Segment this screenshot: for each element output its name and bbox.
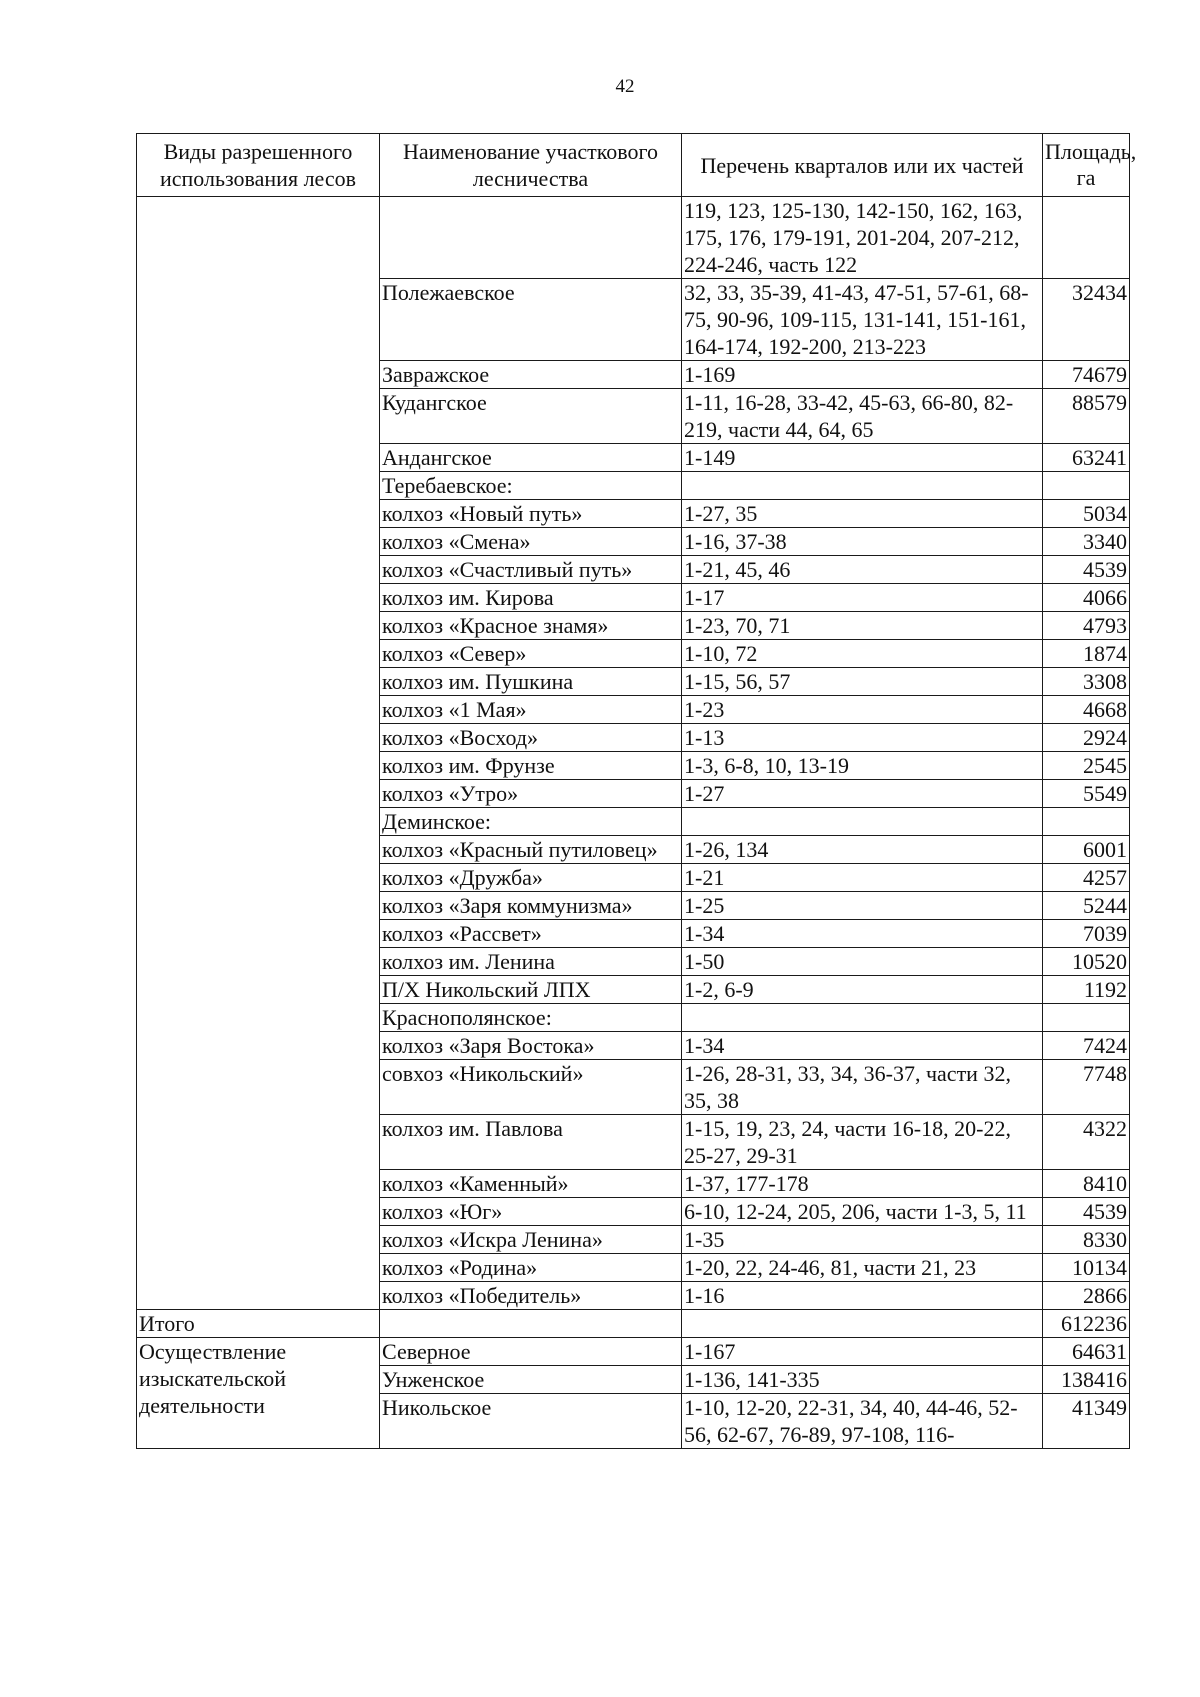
forestry-cell: колхоз «Красный путиловец» (380, 836, 682, 864)
quarters-cell: 1-16 (682, 1282, 1043, 1310)
forestry-cell: Унженское (380, 1366, 682, 1394)
area-cell: 64631 (1043, 1338, 1130, 1366)
use-type-cell (137, 197, 380, 1310)
forestry-cell: Кудангское (380, 389, 682, 444)
quarters-cell: 1-20, 22, 24-46, 81, части 21, 23 (682, 1254, 1043, 1282)
page-number: 42 (615, 76, 635, 97)
area-cell: 4668 (1043, 696, 1130, 724)
use-type-cell: Осуществление изыскательской деятельности (137, 1338, 380, 1449)
area-cell: 8410 (1043, 1170, 1130, 1198)
quarters-cell: 1-11, 16-28, 33-42, 45-63, 66-80, 82-219, части 44, 64, 65 (682, 389, 1043, 444)
forestry-cell: Андангское (380, 444, 682, 472)
forestry-cell (380, 197, 682, 279)
forestry-cell: колхоз им. Павлова (380, 1115, 682, 1170)
quarters-cell: 1-10, 72 (682, 640, 1043, 668)
forestry-cell: Полежаевское (380, 279, 682, 361)
forestry-cell: колхоз «Восход» (380, 724, 682, 752)
quarters-cell: 1-21, 45, 46 (682, 556, 1043, 584)
total-forestry-empty (380, 1310, 682, 1338)
area-cell: 4793 (1043, 612, 1130, 640)
area-cell: 5244 (1043, 892, 1130, 920)
quarters-cell: 1-27 (682, 780, 1043, 808)
area-cell: 3340 (1043, 528, 1130, 556)
quarters-cell (682, 1004, 1043, 1032)
table-body (137, 197, 1130, 1449)
forestry-cell: колхоз им. Фрунзе (380, 752, 682, 780)
forestry-cell: колхоз «Победитель» (380, 1282, 682, 1310)
header-use-type: Виды разрешенного использования лесов (137, 134, 380, 197)
area-cell: 6001 (1043, 836, 1130, 864)
total-row (137, 1310, 1130, 1338)
table-row (137, 1338, 1130, 1366)
forestry-cell: П/Х Никольский ЛПХ (380, 976, 682, 1004)
quarters-cell (682, 808, 1043, 836)
quarters-cell (682, 472, 1043, 500)
forestry-cell: Никольское (380, 1394, 682, 1449)
forestry-cell: колхоз «Дружба» (380, 864, 682, 892)
forestry-cell: колхоз «Счастливый путь» (380, 556, 682, 584)
forestry-cell: колхоз «Родина» (380, 1254, 682, 1282)
header-quarters: Перечень кварталов или их частей (682, 134, 1043, 197)
area-cell: 74679 (1043, 361, 1130, 389)
quarters-cell: 1-136, 141-335 (682, 1366, 1043, 1394)
area-cell: 88579 (1043, 389, 1130, 444)
quarters-cell: 1-26, 134 (682, 836, 1043, 864)
forestry-cell: колхоз «Заря коммунизма» (380, 892, 682, 920)
area-cell: 4322 (1043, 1115, 1130, 1170)
total-area: 612236 (1043, 1310, 1130, 1338)
forestry-cell: колхоз им. Пушкина (380, 668, 682, 696)
forestry-cell: колхоз им. Кирова (380, 584, 682, 612)
area-cell (1043, 808, 1130, 836)
quarters-cell: 32, 33, 35-39, 41-43, 47-51, 57-61, 68-75, 90-96, 109-115, 131-141, 151-161, 164-174, 192-200, 213-223 (682, 279, 1043, 361)
forestry-cell: колхоз «Утро» (380, 780, 682, 808)
forestry-cell: колхоз «Юг» (380, 1198, 682, 1226)
forestry-cell: Завражское (380, 361, 682, 389)
quarters-cell: 1-23, 70, 71 (682, 612, 1043, 640)
table-header-row (137, 134, 1130, 197)
forestry-cell: Теребаевское: (380, 472, 682, 500)
quarters-cell: 1-169 (682, 361, 1043, 389)
forestry-cell: колхоз «Рассвет» (380, 920, 682, 948)
header-forestry: Наименование участкового лесничества (380, 134, 682, 197)
forestry-cell: колхоз «Заря Востока» (380, 1032, 682, 1060)
forest-use-table (136, 133, 1137, 1449)
forestry-cell: Деминское: (380, 808, 682, 836)
quarters-cell: 1-26, 28-31, 33, 34, 36-37, части 32, 35, 38 (682, 1060, 1043, 1115)
area-cell: 41349 (1043, 1394, 1130, 1449)
forestry-cell: колхоз «Каменный» (380, 1170, 682, 1198)
area-cell (1043, 1004, 1130, 1032)
area-cell: 32434 (1043, 279, 1130, 361)
area-cell: 4539 (1043, 1198, 1130, 1226)
forestry-cell: колхоз «1 Мая» (380, 696, 682, 724)
quarters-cell: 1-149 (682, 444, 1043, 472)
area-cell: 138416 (1043, 1366, 1130, 1394)
forestry-cell: Краснополянское: (380, 1004, 682, 1032)
quarters-cell: 1-34 (682, 920, 1043, 948)
area-cell (1043, 197, 1130, 279)
area-cell: 4257 (1043, 864, 1130, 892)
quarters-cell: 1-35 (682, 1226, 1043, 1254)
area-cell: 2866 (1043, 1282, 1130, 1310)
area-cell: 7424 (1043, 1032, 1130, 1060)
total-label: Итого (137, 1310, 380, 1338)
area-cell: 5549 (1043, 780, 1130, 808)
quarters-cell: 1-167 (682, 1338, 1043, 1366)
area-cell: 7039 (1043, 920, 1130, 948)
area-cell: 3308 (1043, 668, 1130, 696)
quarters-cell: 1-10, 12-20, 22-31, 34, 40, 44-46, 52-56, 62-67, 76-89, 97-108, 116- (682, 1394, 1043, 1449)
area-cell: 2924 (1043, 724, 1130, 752)
forestry-cell: совхоз «Никольский» (380, 1060, 682, 1115)
quarters-cell: 1-21 (682, 864, 1043, 892)
forestry-cell: колхоз «Север» (380, 640, 682, 668)
quarters-cell: 1-34 (682, 1032, 1043, 1060)
quarters-cell: 1-2, 6-9 (682, 976, 1043, 1004)
total-quarters-empty (682, 1310, 1043, 1338)
area-cell: 7748 (1043, 1060, 1130, 1115)
forestry-cell: колхоз «Красное знамя» (380, 612, 682, 640)
area-cell: 5034 (1043, 500, 1130, 528)
forestry-cell: Северное (380, 1338, 682, 1366)
quarters-cell: 1-23 (682, 696, 1043, 724)
area-cell: 4539 (1043, 556, 1130, 584)
quarters-cell: 1-16, 37-38 (682, 528, 1043, 556)
area-cell: 1192 (1043, 976, 1130, 1004)
area-cell: 8330 (1043, 1226, 1130, 1254)
header-area: Площадь, га (1043, 134, 1130, 197)
table-row (137, 197, 1130, 279)
forestry-cell: колхоз «Новый путь» (380, 500, 682, 528)
quarters-cell: 1-50 (682, 948, 1043, 976)
forestry-cell: колхоз им. Ленина (380, 948, 682, 976)
quarters-cell: 119, 123, 125-130, 142-150, 162, 163, 175, 176, 179-191, 201-204, 207-212, 224-246, часть 122 (682, 197, 1043, 279)
area-cell: 10134 (1043, 1254, 1130, 1282)
quarters-cell: 6-10, 12-24, 205, 206, части 1-3, 5, 11 (682, 1198, 1043, 1226)
area-cell: 4066 (1043, 584, 1130, 612)
quarters-cell: 1-17 (682, 584, 1043, 612)
quarters-cell: 1-3, 6-8, 10, 13-19 (682, 752, 1043, 780)
forestry-cell: колхоз «Искра Ленина» (380, 1226, 682, 1254)
quarters-cell: 1-27, 35 (682, 500, 1043, 528)
area-cell: 10520 (1043, 948, 1130, 976)
quarters-cell: 1-37, 177-178 (682, 1170, 1043, 1198)
forestry-cell: колхоз «Смена» (380, 528, 682, 556)
area-cell: 1874 (1043, 640, 1130, 668)
area-cell: 63241 (1043, 444, 1130, 472)
quarters-cell: 1-25 (682, 892, 1043, 920)
area-cell (1043, 472, 1130, 500)
quarters-cell: 1-15, 56, 57 (682, 668, 1043, 696)
area-cell: 2545 (1043, 752, 1130, 780)
quarters-cell: 1-15, 19, 23, 24, части 16-18, 20-22, 25-27, 29-31 (682, 1115, 1043, 1170)
quarters-cell: 1-13 (682, 724, 1043, 752)
